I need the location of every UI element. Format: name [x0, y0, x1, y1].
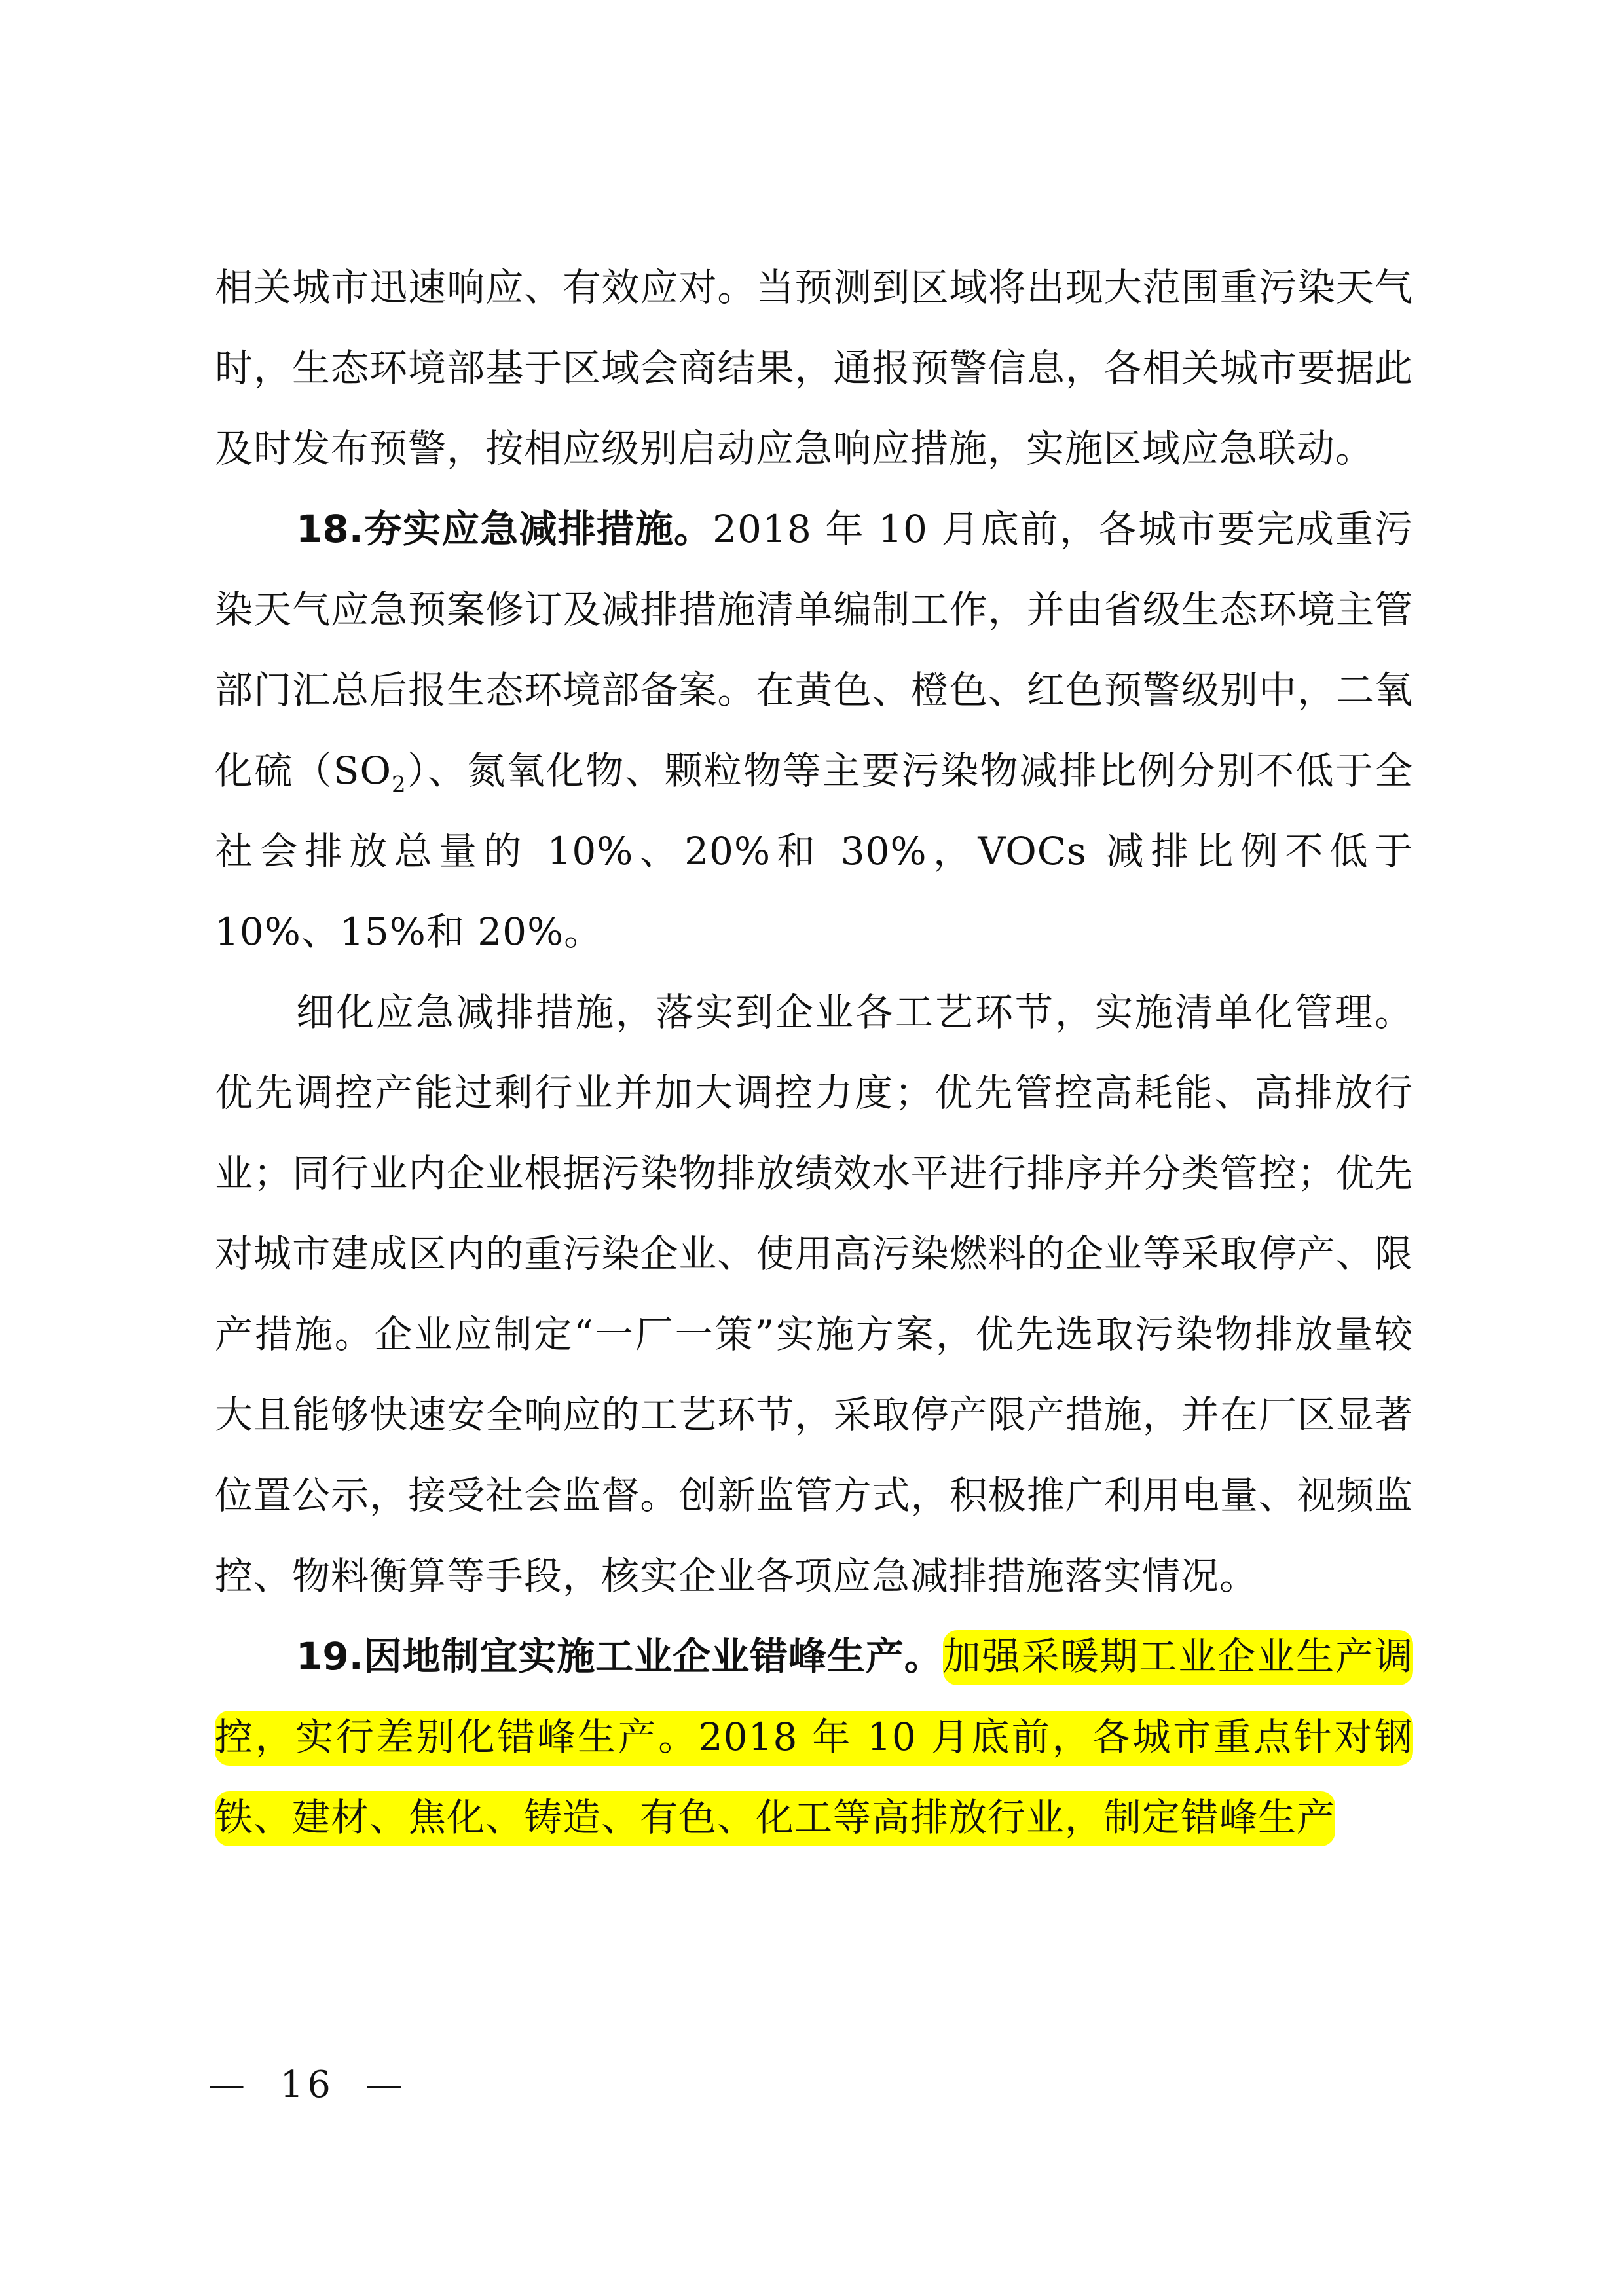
- paragraph-staggered-production: [215, 1616, 1413, 1858]
- page-number: — 16 —: [208, 2064, 407, 2106]
- document-body: [215, 247, 1413, 1858]
- section-heading-18: 18.夯实应急减排措施。: [296, 507, 713, 551]
- paragraph-emission-reduction: [215, 489, 1413, 972]
- paragraph-text: ）、氮氧化物、颗粒物等主要污染物减排比例分别不低于全社会排放总量的 10%、20%和 30%，VOCs 减排比例不低于 10%、15%和 20%。: [215, 748, 1413, 954]
- paragraph-refine-measures: 细化应急减排措施，落实到企业各工艺环节，实施清单化管理。优先调控产能过剩行业并加大调控力度；优先管控高耗能、高排放行业；同行业内企业根据污染物排放绩效水平进行排序并分类管控；优先对城市建成区内的重污染企业、使用高污染燃料的企业等采取停产、限产措施。企业应制定“一厂一策”实施方案，优先选取污染物排放量较大且能够快速安全响应的工艺环节，采取停产限产措施，并在厂区显著位置公示，接受社会监督。创新监管方式，积极推广利用电量、视频监控、物料衡算等手段，核实企业各项应急减排措施落实情况。: [215, 990, 1413, 1598]
- paragraph-text: 2018 年 10 月底前，各城市要完成重污染天气应急预案修订及减排措施清单编制工作，并由省级生态环境主管部门汇总后报生态环境部备案。在黄色、橙色、红色预警级别中，二氧化硫（SO: [215, 507, 1413, 793]
- paragraph-regional-response: 相关城市迅速响应、有效应对。当预测到区域将出现大范围重污染天气时，生态环境部基于区域会商结果，通报预警信息，各相关城市要据此及时发布预警，按相应级别启动应急响应措施，实施区域应急联动。: [215, 265, 1413, 471]
- highlighted-text: 加强采暖期工业企业生产调控，实行差别化错峰生产。2018 年 10 月底前，各城市重点针对钢铁、建材、焦化、铸造、有色、化工等高排放行业，制定错峰生产: [215, 1630, 1413, 1846]
- subscript: 2: [392, 771, 407, 798]
- section-heading-19: 19.因地制宜实施工业企业错峰生产。: [296, 1634, 943, 1679]
